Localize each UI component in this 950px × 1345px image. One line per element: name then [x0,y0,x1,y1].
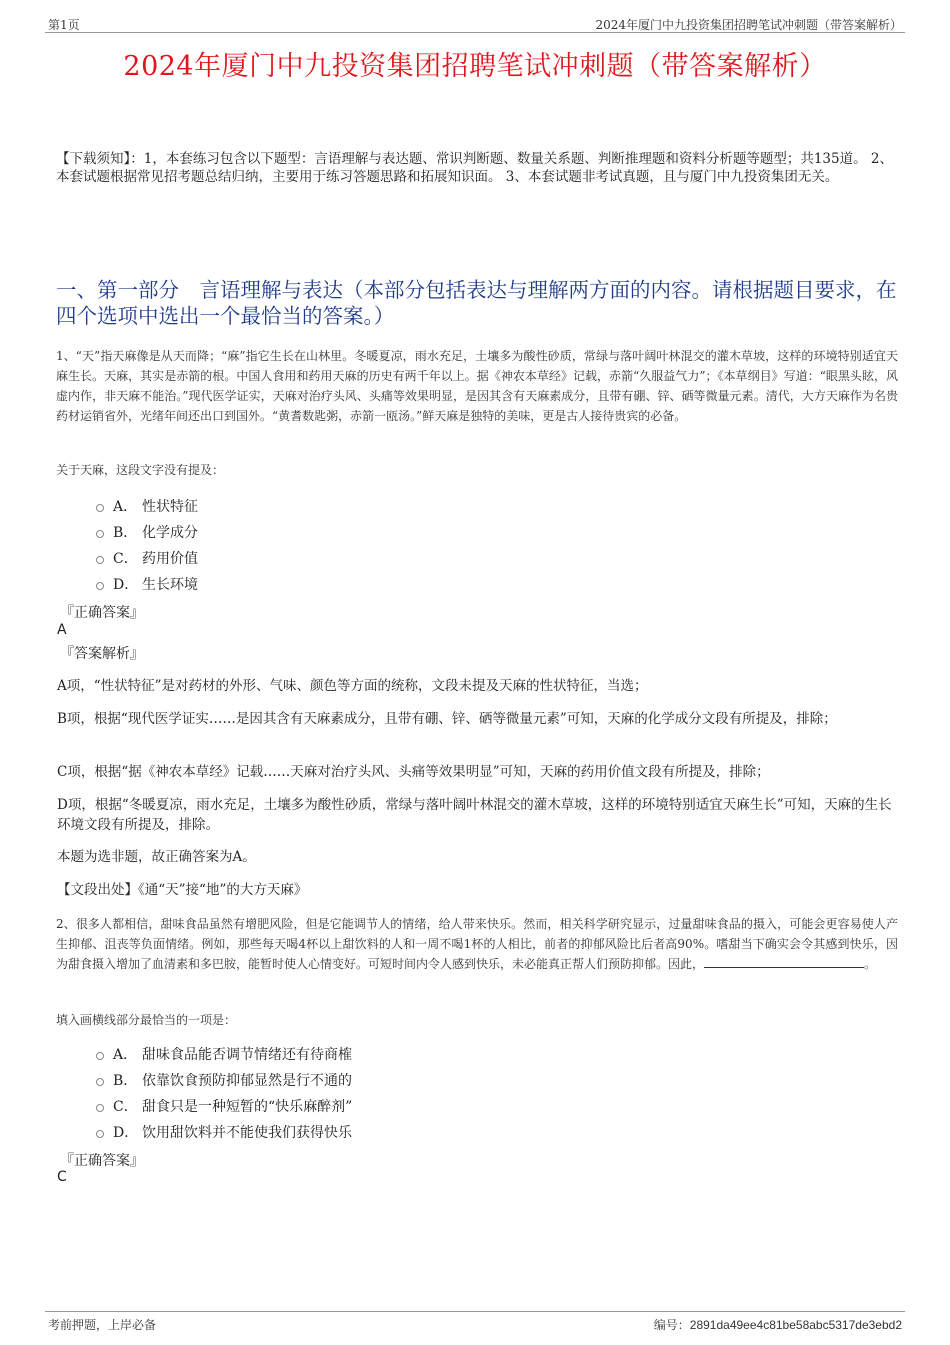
section-heading: 一、第一部分 言语理解与表达（本部分包括表达与理解两方面的内容。请根据题目要求，在四个选项中选出一个最恰当的答案。） [56,278,897,328]
fill-blank [704,955,864,968]
download-notice: 【下载须知】：1，本套练习包含以下题型：言语理解与表达题、常识判断题、数量关系题、判断推理题和资料分析题等题型；共135道。 2、本套试题根据常见招考题总结归纳，主要用于练习答题思路和拓展知识面。 3、本套试题非考试真题，且与厦门中九投资集团无关。 [56,151,893,185]
radio-icon[interactable] [96,1104,104,1112]
analysis-conclusion: 本题为选非题，故正确答案为A。 [57,849,256,865]
question-1-prompt: 关于天麻，这段文字没有提及： [56,463,225,477]
radio-icon[interactable] [96,504,104,512]
radio-icon[interactable] [96,1052,104,1060]
option-a[interactable]: A． 性状特征 [96,493,198,519]
option-b[interactable]: B． 化学成分 [96,519,198,545]
option-d[interactable]: D． 生长环境 [96,571,198,597]
radio-icon[interactable] [96,1130,104,1138]
question-1-options [96,493,198,597]
page-footer [45,1311,905,1332]
analysis-d: D项，根据“冬暖夏凉，雨水充足，土壤多为酸性砂质，常绿与落叶阔叶林混交的灌木草坡，这样的环境特别适宜天麻生长”可知，天麻的生长环境文段有所提及，排除。 [57,797,892,833]
document-code: 编号：2891da49ee4c81be58abc5317de3ebd2 [653,1318,902,1332]
option-c[interactable]: C． 甜食只是一种短暂的“快乐麻醉剂” [96,1093,352,1119]
radio-icon[interactable] [96,556,104,564]
question-2-passage: 2、很多人都相信，甜味食品虽然有增肥风险，但是它能调节人的情绪，给人带来快乐。然而，相关科学研究显示，过量甜味食品的摄入，可能会更容易使人产生抑郁、沮丧等负面情绪。例如，那些每天喝4杯以上甜饮料的人和一周不喝1杯的人相比，前者的抑郁风险比后者高90%。嗜甜当下确实会令其感到快乐，因为甜食摄入增加了血清素和多巴胺，能暂时使人心情变好。可短时间内令人感到快乐，未必能真正帮人们预防抑郁。因此， 。 [56,917,898,971]
question-1-passage: 1、“天”指天麻像是从天而降；“麻”指它生长在山林里。冬暖夏凉，雨水充足，土壤多为酸性砂质，常绿与落叶阔叶林混交的灌木草坡，这样的环境特别适宜天麻生长。天麻，其实是赤箭的根。中国人食用和药用天麻的历史有两千年以上。据《神农本草经》记载，赤箭“久服益气力”；《本草纲目》写道：“眼黑头眩，风虚内作，非天麻不能治。”现代医学证实，天麻对治疗头风、头痛等效果明显，是因其含有天麻素成分，且带有硼、锌、硒等微量元素。清代，大方天麻作为名贵药材运销省外，光绪年间还出口到国外。“黄耆数匙粥，赤箭一瓯汤。”鲜天麻是独特的美味，更是古人接待贵宾的必备。 [56,349,898,423]
document-title: 2024年厦门中九投资集团招聘笔试冲刺题（带答案解析） [123,51,827,82]
answer-value: C [57,1169,67,1185]
option-b[interactable]: B． 依靠饮食预防抑郁显然是行不通的 [96,1067,352,1093]
question-2-prompt: 填入画横线部分最恰当的一项是： [56,1013,237,1027]
radio-icon[interactable] [96,582,104,590]
question-2-options [96,1041,352,1145]
analysis-a: A项，“性状特征”是对药材的外形、气味、颜色等方面的统称，文段未提及天麻的性状特征，当选； [57,678,648,694]
option-c[interactable]: C． 药用价值 [96,545,198,571]
option-a[interactable]: A． 甜味食品能否调节情绪还有待商榷 [96,1041,352,1067]
analysis-c: C项，根据“据《神农本草经》记载……天麻对治疗头风、头痛等效果明显”可知，天麻的药用价值文段有所提及，排除； [57,764,770,780]
answer-label: 『正确答案』 [60,1153,144,1169]
answer-label: 『正确答案』 [60,605,144,621]
footer-slogan: 考前押题，上岸必备 [48,1318,157,1332]
radio-icon[interactable] [96,530,104,538]
page-header [45,14,905,33]
header-doc-title: 2024年厦门中九投资集团招聘笔试冲刺题（带答案解析） [595,18,902,32]
radio-icon[interactable] [96,1078,104,1086]
answer-value: A [57,622,67,638]
analysis-label: 『答案解析』 [60,646,144,662]
passage-source: 【文段出处】《通“天”接“地”的大方天麻》 [57,882,308,898]
page-number: 第1页 [48,18,80,32]
option-d[interactable]: D． 饮用甜饮料并不能使我们获得快乐 [96,1119,352,1145]
analysis-b: B项，根据“现代医学证实……是因其含有天麻素成分，且带有硼、锌、硒等微量元素”可知，天麻的化学成分文段有所提及，排除； [57,711,837,727]
